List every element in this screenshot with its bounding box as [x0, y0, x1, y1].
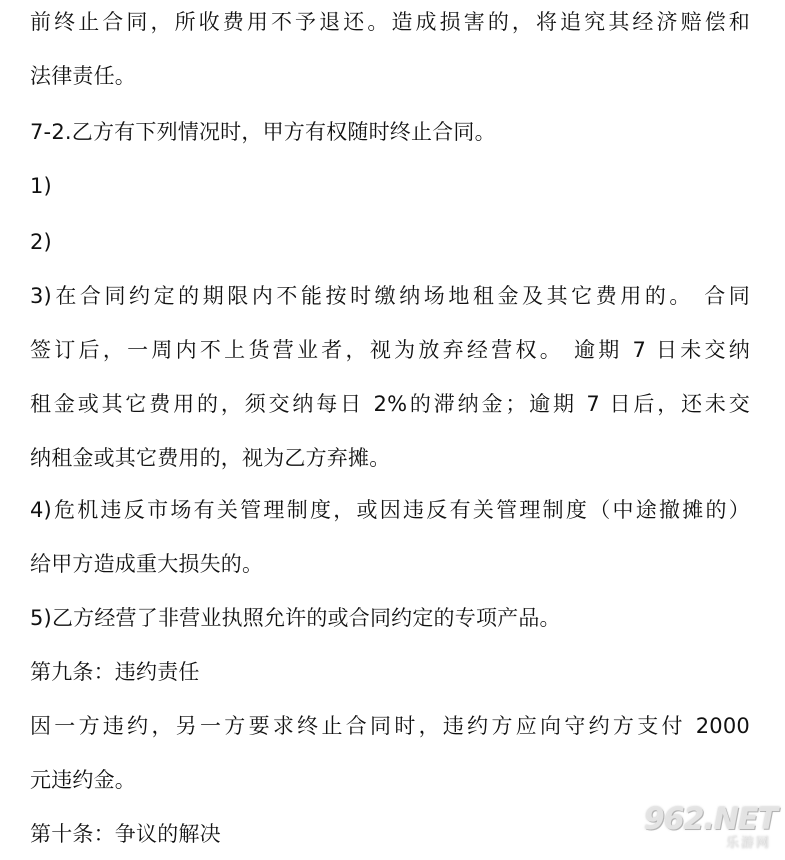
text-line: 签订后，一周内不上货营业者，视为放弃经营权。 逾期 7 日未交纳 [30, 338, 750, 362]
text-line: 前终止合同，所收费用不予退还。造成损害的，将追究其经济赔偿和 [30, 10, 750, 34]
text-line: 5)乙方经营了非营业执照允许的或合同约定的专项产品。 [30, 606, 561, 630]
text-line: 1) [30, 174, 52, 198]
site-watermark [643, 802, 777, 856]
text-line: 4)危机违反市场有关管理制度，或因违反有关管理制度（中途撤摊的） [30, 498, 750, 522]
watermark-logo: 962.NET [643, 802, 777, 837]
section-heading: 第十条：争议的解决 [30, 822, 221, 846]
section-heading: 第九条：违约责任 [30, 660, 200, 684]
text-line: 因一方违约，另一方要求终止合同时，违约方应向守约方支付 2000 [30, 714, 750, 738]
text-line: 租金或其它费用的，须交纳每日 2%的滞纳金；逾期 7 日后，还未交 [30, 392, 750, 416]
text-line: 2) [30, 230, 52, 254]
watermark-subtitle: 乐游网 [725, 836, 771, 851]
text-line: 7-2.乙方有下列情况时，甲方有权随时终止合同。 [30, 120, 496, 144]
text-line: 元违约金。 [30, 768, 136, 792]
text-line: 3)在合同约定的期限内不能按时缴纳场地租金及其它费用的。 合同 [30, 284, 750, 308]
text-line: 给甲方造成重大损失的。 [30, 552, 264, 576]
text-line: 法律责任。 [30, 64, 136, 88]
text-line: 纳租金或其它费用的，视为乙方弃摊。 [30, 446, 391, 470]
